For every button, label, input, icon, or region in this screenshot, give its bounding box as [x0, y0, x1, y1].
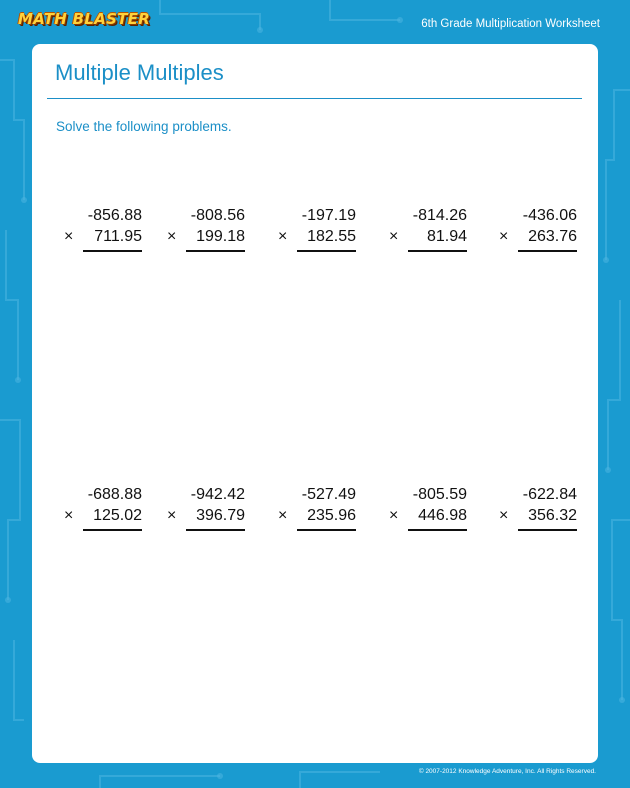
multiplier: 396.79	[196, 507, 245, 524]
multiplicand: -197.19	[301, 207, 356, 224]
multiplicand: -856.88	[87, 207, 142, 224]
problem-9	[387, 484, 467, 531]
answer-line	[186, 250, 245, 252]
multiplier-row	[62, 226, 142, 247]
multiplicand: -688.88	[87, 486, 142, 503]
multiplier: 81.94	[426, 228, 467, 245]
problem-2	[165, 205, 245, 252]
multiplicand: -805.59	[412, 486, 467, 503]
multiplier: 263.76	[528, 228, 577, 245]
answer-line	[186, 529, 245, 531]
answer-line	[518, 529, 577, 531]
multiplier: 446.98	[418, 507, 467, 524]
multiplicand: -622.84	[522, 486, 577, 503]
problem-7	[165, 484, 245, 531]
times-sign: ×	[389, 507, 399, 524]
title-divider	[47, 98, 582, 99]
answer-line	[297, 529, 356, 531]
problem-4	[387, 205, 467, 252]
problem-1	[62, 205, 142, 252]
multiplier-row	[497, 505, 577, 526]
times-sign: ×	[167, 507, 177, 524]
answer-line	[83, 529, 142, 531]
multiplier-row	[165, 505, 245, 526]
multiplier: 125.02	[93, 507, 142, 524]
problem-8	[276, 484, 356, 531]
multiplicand: -942.42	[190, 486, 245, 503]
multiplier-row	[276, 226, 356, 247]
times-sign: ×	[167, 228, 177, 245]
instructions: Solve the following problems.	[56, 119, 232, 134]
answer-line	[297, 250, 356, 252]
multiplier: 235.96	[307, 507, 356, 524]
multiplier: 199.18	[196, 228, 245, 245]
times-sign: ×	[389, 228, 399, 245]
multiplier-row	[276, 505, 356, 526]
multiplier: 182.55	[307, 228, 356, 245]
problem-5	[497, 205, 577, 252]
copyright: © 2007-2012 Knowledge Adventure, Inc. All Rights Reserved.	[418, 768, 596, 775]
answer-line	[83, 250, 142, 252]
multiplier: 711.95	[94, 228, 142, 245]
times-sign: ×	[499, 228, 509, 245]
multiplicand: -436.06	[522, 207, 577, 224]
answer-line	[518, 250, 577, 252]
times-sign: ×	[499, 507, 509, 524]
answer-line	[408, 250, 467, 252]
problem-6	[62, 484, 142, 531]
multiplier-row	[387, 505, 467, 526]
multiplier-row	[165, 226, 245, 247]
times-sign: ×	[278, 507, 288, 524]
worksheet-label: 6th Grade Multiplication Worksheet	[421, 18, 600, 30]
times-sign: ×	[64, 228, 74, 245]
times-sign: ×	[64, 507, 74, 524]
problem-3	[276, 205, 356, 252]
math-blaster-logo[interactable]: MATH BLASTER	[18, 10, 151, 28]
page-title: Multiple Multiples	[55, 60, 224, 85]
worksheet-card	[32, 44, 598, 763]
multiplicand: -814.26	[412, 207, 467, 224]
times-sign: ×	[278, 228, 288, 245]
multiplier: 356.32	[528, 507, 577, 524]
multiplier-row	[387, 226, 467, 247]
answer-line	[408, 529, 467, 531]
multiplier-row	[497, 226, 577, 247]
multiplicand: -808.56	[190, 207, 245, 224]
multiplier-row	[62, 505, 142, 526]
multiplicand: -527.49	[301, 486, 356, 503]
problem-10	[497, 484, 577, 531]
